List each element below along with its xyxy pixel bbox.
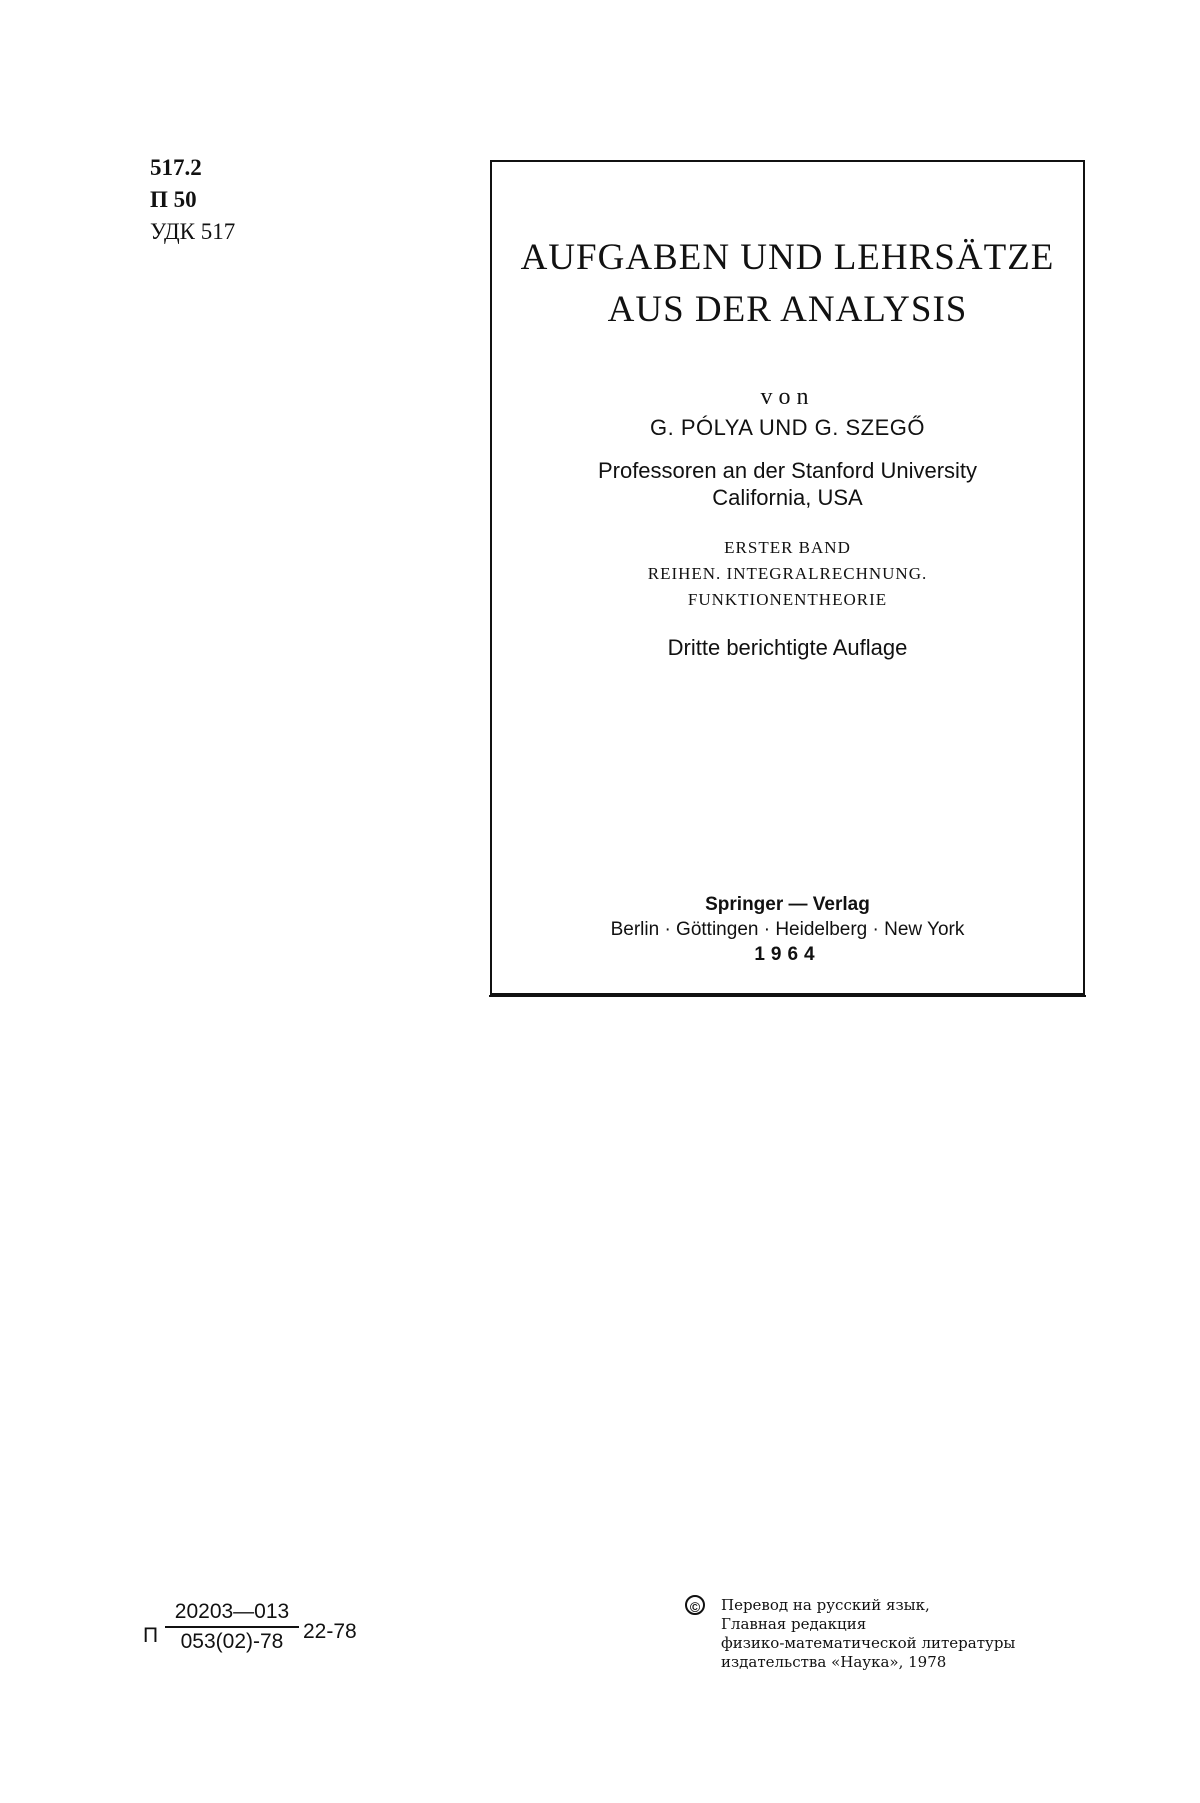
code-numerator: 20203—013: [174, 1600, 290, 1623]
copyright-line2: Главная редакция: [721, 1615, 867, 1633]
copyright-line1: Перевод на русский язык,: [721, 1596, 930, 1614]
subjects-line2: FUNKTIONENTHEORIE: [687, 590, 888, 609]
volume-info: [492, 535, 1083, 613]
book-title-line2: AUS DER ANALYSIS: [607, 289, 968, 330]
classification-index: П 50: [150, 187, 197, 212]
copyright-line3: физико-математической литературы: [721, 1634, 1016, 1652]
original-title-page: [492, 162, 1083, 661]
classification-number: 517.2: [150, 155, 202, 180]
affiliation: [492, 457, 1083, 511]
volume-label: ERSTER BAND: [724, 538, 851, 557]
copyright-icon: ©: [685, 1595, 705, 1615]
publication-year: 1964: [754, 944, 821, 965]
subjects-line1: REIHEN. INTEGRALRECHNUNG.: [647, 564, 928, 583]
classification-block: [150, 152, 235, 248]
publisher-cities: Berlin · Göttingen · Heidelberg · New York: [610, 919, 965, 940]
code-fraction: [165, 1600, 299, 1654]
code-denominator: 053(02)-78: [180, 1630, 284, 1653]
by-word: von: [760, 384, 815, 410]
original-title-page-frame: [490, 160, 1085, 995]
book-title-line1: AUFGABEN UND LEHRSÄTZE: [520, 237, 1055, 278]
edition: Dritte berichtigte Auflage: [667, 635, 908, 660]
copyright-line4: издательства «Наука», 1978: [721, 1653, 947, 1671]
authors: G. PÓLYA UND G. SZEGŐ: [650, 415, 925, 440]
publication-code: [143, 1600, 373, 1670]
affiliation-line1: Professoren an der Stanford University: [597, 458, 978, 483]
publisher-name: Springer — Verlag: [705, 894, 870, 915]
copyright-block: [685, 1596, 1115, 1696]
publisher-block: [492, 892, 1083, 967]
copyright-text: [721, 1596, 1015, 1672]
code-suffix: 22-78: [303, 1620, 357, 1643]
book-title: [492, 232, 1083, 336]
affiliation-line2: California, USA: [712, 485, 863, 510]
udc-code: УДК 517: [150, 219, 236, 244]
code-prefix: П: [143, 1624, 159, 1647]
fraction-bar: [165, 1626, 299, 1628]
